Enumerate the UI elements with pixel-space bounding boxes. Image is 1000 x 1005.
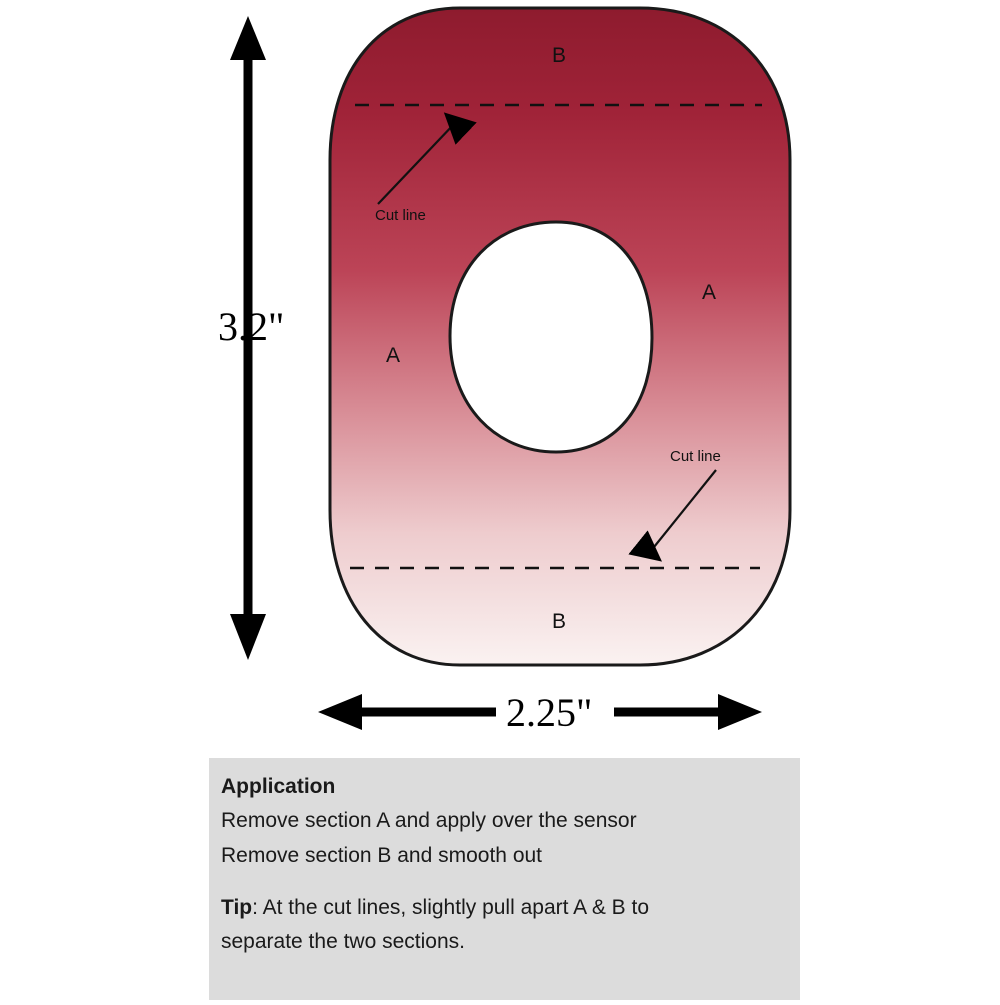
width-label: 2.25": [506, 690, 593, 735]
tip-text: : At the cut lines, slightly pull apart A & B to: [252, 895, 650, 919]
section-label-a-left: A: [386, 344, 401, 367]
application-step-1: Remove section A and apply over the sensor: [221, 809, 637, 833]
height-label: 3.2": [218, 304, 285, 349]
tip-line-2: separate the two sections.: [221, 930, 465, 954]
tip-line-1: [221, 891, 800, 925]
application-panel: [209, 758, 800, 1000]
tip-label: Tip: [221, 895, 253, 919]
application-step-2: Remove section B and smooth out: [221, 843, 543, 867]
section-label-b-top: B: [552, 44, 567, 67]
sensor-hole: [450, 222, 652, 452]
cut-line-bottom-label: Cut line: [670, 448, 721, 465]
application-title: Application: [221, 775, 336, 798]
section-label-a-right: A: [702, 281, 717, 304]
panel-spacer: [221, 873, 800, 891]
patch-shape: [330, 8, 790, 665]
cut-line-top-label: Cut line: [375, 207, 426, 224]
section-label-b-bottom: B: [552, 610, 567, 633]
